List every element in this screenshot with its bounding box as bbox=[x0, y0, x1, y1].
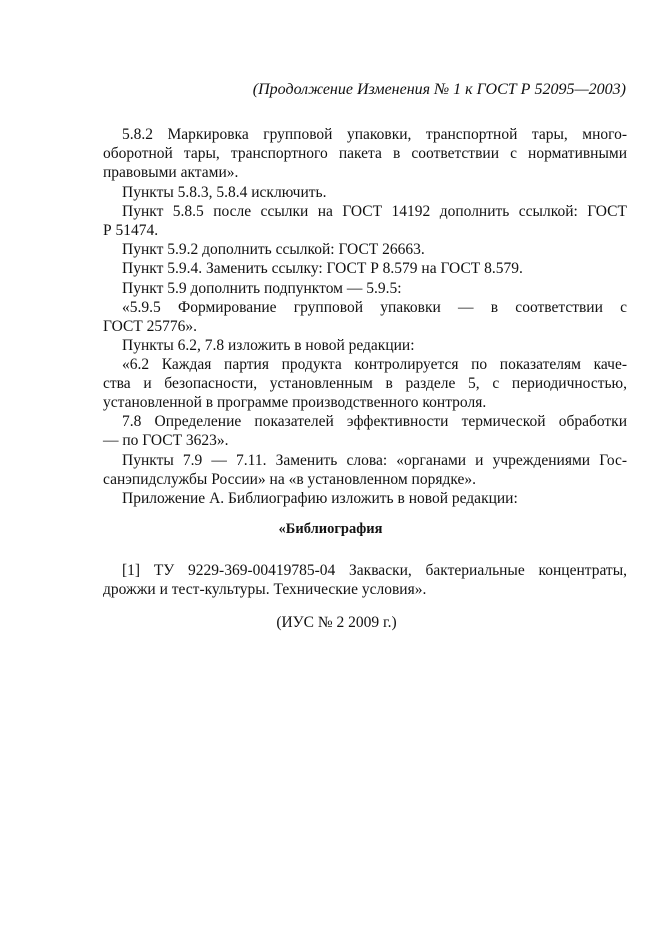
text-line: ГОСТ 25776». bbox=[103, 318, 198, 335]
page-header: (Продолжение Изменения № 1 к ГОСТ Р 52095—2003) bbox=[252, 81, 626, 98]
footer-note: (ИУС № 2 2009 г.) bbox=[276, 614, 397, 631]
text-line: ства и безопасности, установленным в разделе 5, с периодичностью, bbox=[103, 375, 627, 392]
text-line: «5.9.5 Формирование групповой упаковки — в соответствии с bbox=[122, 299, 627, 316]
text-line: — по ГОСТ 3623». bbox=[103, 432, 229, 449]
text-line: 5.8.2 Маркировка групповой упаковки, транспортной тары, много- bbox=[122, 126, 627, 143]
text-line: Пункты 6.2, 7.8 изложить в новой редакции: bbox=[122, 337, 415, 354]
text-line: «6.2 Каждая партия продукта контролируется по показателям каче- bbox=[122, 356, 627, 373]
text-line: санэпидслужбы России» на «в установленном порядке». bbox=[103, 471, 476, 488]
bibliography-entry: [1] ТУ 9229-369-00419785-04 Закваски, бактериальные концентраты, bbox=[122, 562, 627, 579]
text-line: 7.8 Определение показателей эффективности термической обработки bbox=[122, 413, 627, 430]
text-line: Пункты 5.8.3, 5.8.4 исключить. bbox=[122, 184, 327, 201]
text-line: Р 51474. bbox=[103, 222, 159, 239]
text-line: оборотной тары, транспортного пакета в соответствии с нормативными bbox=[103, 145, 627, 162]
text-line: Пункт 5.9 дополнить подпунктом — 5.9.5: bbox=[122, 280, 402, 297]
text-line: установленной в программе производственного контроля. bbox=[103, 394, 487, 411]
text-line: правовыми актами». bbox=[103, 164, 239, 181]
text-line: Пункт 5.9.4. Заменить ссылку: ГОСТ Р 8.579 на ГОСТ 8.579. bbox=[122, 260, 523, 277]
text-line: Пункты 7.9 — 7.11. Заменить слова: «органами и учреждениями Гос- bbox=[122, 452, 627, 469]
bibliography-entry: дрожжи и тест-культуры. Технические условия». bbox=[103, 581, 427, 598]
bibliography-title: «Библиография bbox=[278, 521, 383, 537]
text-line: Пункт 5.9.2 дополнить ссылкой: ГОСТ 26663. bbox=[122, 241, 425, 258]
text-line: Приложение А. Библиографию изложить в новой редакции: bbox=[122, 490, 518, 507]
text-line: Пункт 5.8.5 после ссылки на ГОСТ 14192 дополнить ссылкой: ГОСТ bbox=[122, 203, 627, 220]
